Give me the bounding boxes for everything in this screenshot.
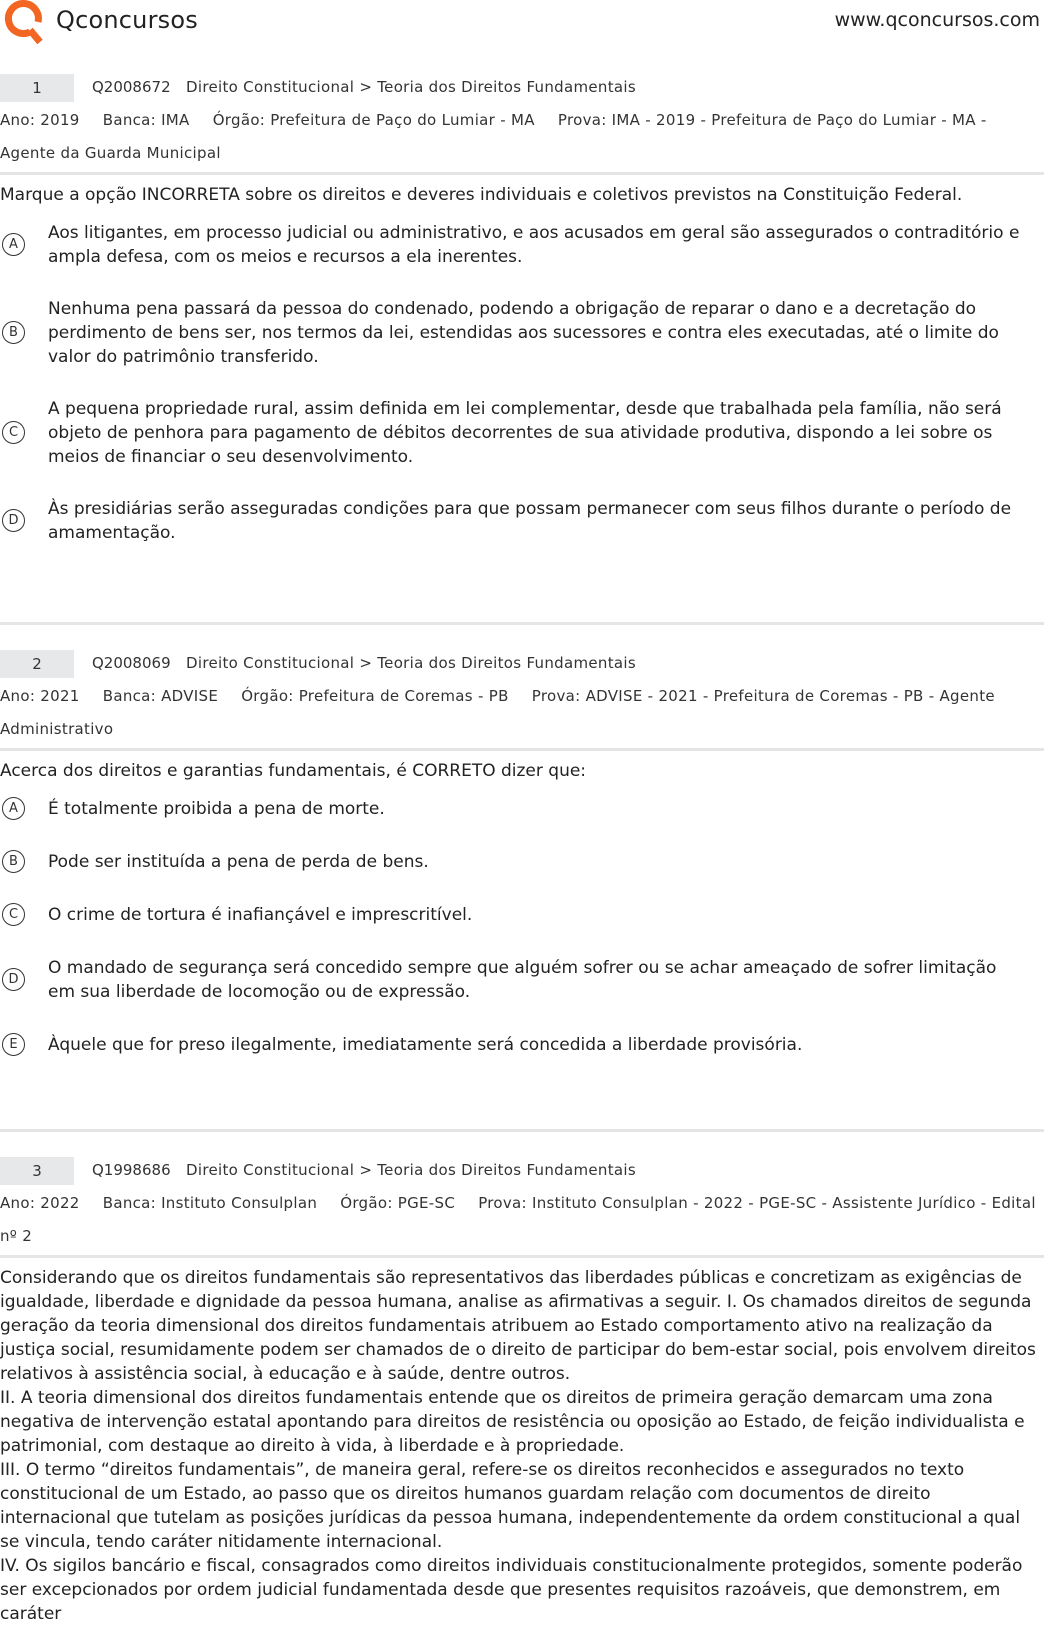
option-letter-c[interactable]: C [2, 421, 25, 444]
meta-banca: Banca: ADVISE [102, 687, 219, 705]
option-text: É totalmente proibida a pena de morte. [48, 799, 385, 819]
question-separator [0, 622, 1044, 625]
option-letter-b[interactable]: B [2, 850, 25, 873]
question-stem: Acerca dos direitos e garantias fundamentais, é CORRETO dizer que: [0, 761, 587, 781]
question-header [0, 650, 1044, 680]
question-subject[interactable]: Direito Constitucional > Teoria dos Direitos Fundamentais [186, 1161, 636, 1179]
meta-banca: Banca: IMA [102, 111, 190, 129]
question-header [0, 1157, 1044, 1187]
stem-paragraph: IV. Os sigilos bancário e fiscal, consagrados como direitos individuais constitucionalmente protegidos, somente poderão ser excepcionados por ordem judicial fundamentada desde que presentes requisitos razoáveis, que demonstrem, em caráter [0, 1556, 1023, 1624]
option-text: Àquele que for preso ilegalmente, imediatamente será concedida a liberdade provisória. [48, 1035, 803, 1055]
meta-year: Ano: 2019 [0, 111, 80, 129]
option-d[interactable] [0, 497, 1044, 545]
option-letter-d[interactable]: D [2, 509, 25, 532]
question-subject[interactable]: Direito Constitucional > Teoria dos Direitos Fundamentais [186, 78, 636, 96]
option-text: O mandado de segurança será concedido sempre que alguém sofrer ou se achar ameaçado de sofrer limitação em sua liberdade de locomoção ou de expressão. [48, 958, 997, 1002]
meta-year: Ano: 2022 [0, 1194, 80, 1212]
question-id[interactable]: Q2008069 [92, 654, 171, 672]
question-id[interactable]: Q1998686 [92, 1161, 171, 1179]
question-header [0, 74, 1044, 104]
option-letter-a[interactable]: A [2, 797, 25, 820]
options-list [0, 221, 1044, 545]
stem-paragraph: III. O termo “direitos fundamentais”, de maneira geral, refere-se os direitos reconhecidos e assegurados no texto constitucional de um Estado, ao passo que os direitos humanos guardam relação com documentos de direito internacional que tutelam as posições jurídicas da pessoa humana, independentemente da ordem constitucional a qual se vincula, tendo caráter nitidamente internacional. [0, 1460, 1021, 1552]
question-card [0, 74, 1044, 545]
qconcursos-logo-icon [0, 0, 46, 46]
option-a[interactable] [0, 797, 1044, 821]
question-number: 1 [0, 74, 74, 102]
meta-year: Ano: 2021 [0, 687, 80, 705]
meta-prova: Prova: Instituto Consulplan - 2022 - PGE-SC - Assistente Jurídico - Edital nº 2 [0, 1194, 1036, 1245]
option-c[interactable] [0, 397, 1044, 469]
option-d[interactable] [0, 956, 1044, 1004]
question-id[interactable]: Q2008672 [92, 78, 171, 96]
option-letter-a[interactable]: A [2, 233, 25, 256]
question-meta [0, 1187, 1044, 1253]
stem-paragraph: Considerando que os direitos fundamentais são representativos das liberdades públicas e concretizam as exigências de igualdade, liberdade e dignidade da pessoa humana, analise as afirmativas a seguir. I. Os chamados direitos de segunda geração da teoria dimensional dos direitos fundamentais atribuem ao Estado comportamento ativo na realização da justiça social, resumidamente podem ser chamados de o direito de participar do bem-estar social, pois envolvem direitos relativos à assistência social, à educação e à saúde, dentre outros. [0, 1268, 1036, 1384]
question-stem: Marque a opção INCORRETA sobre os direitos e deveres individuais e coletivos previstos na Constituição Federal. [0, 185, 963, 205]
option-a[interactable] [0, 221, 1044, 269]
meta-banca: Banca: Instituto Consulplan [102, 1194, 318, 1212]
option-text: Às presidiárias serão asseguradas condições para que possam permanecer com seus filhos durante o período de amamentação. [48, 499, 1012, 543]
option-text: A pequena propriedade rural, assim definida em lei complementar, desde que trabalhada pela família, não será objeto de penhora para pagamento de débitos decorrentes de sua atividade produtiva, dispondo a lei sobre os meios de financiar o seu desenvolvimento. [48, 399, 1002, 467]
logo-text[interactable]: Qconcursos [56, 6, 198, 34]
divider [0, 172, 1044, 175]
question-number: 2 [0, 650, 74, 678]
option-text: O crime de tortura é inafiançável e imprescritível. [48, 905, 473, 925]
question-meta [0, 680, 1044, 746]
divider [0, 1255, 1044, 1258]
options-list [0, 797, 1044, 1057]
option-text: Pode ser instituída a pena de perda de bens. [48, 852, 429, 872]
meta-orgao: Órgão: Prefeitura de Coremas - PB [241, 687, 509, 705]
question-stem [0, 1266, 1044, 1626]
question-subject[interactable]: Direito Constitucional > Teoria dos Direitos Fundamentais [186, 654, 636, 672]
option-b[interactable] [0, 850, 1044, 874]
option-letter-e[interactable]: E [2, 1033, 25, 1056]
page-header [0, 0, 1044, 50]
question-card [0, 650, 1044, 1057]
option-b[interactable] [0, 297, 1044, 369]
option-e[interactable] [0, 1033, 1044, 1057]
stem-paragraph: II. A teoria dimensional dos direitos fundamentais entende que os direitos de primeira geração demarcam uma zona negativa de intervenção estatal apontando para direitos de resistência ou oposição ao Estado, de feição individualista e patrimonial, com destaque ao direito à vida, à liberdade e à propriedade. [0, 1388, 1025, 1456]
divider [0, 748, 1044, 751]
question-separator [0, 1129, 1044, 1132]
option-letter-c[interactable]: C [2, 903, 25, 926]
option-letter-b[interactable]: B [2, 321, 25, 344]
question-meta [0, 104, 1044, 170]
meta-prova: Prova: IMA - 2019 - Prefeitura de Paço do Lumiar - MA - Agente da Guarda Municipal [0, 111, 987, 162]
site-url[interactable]: www.qconcursos.com [834, 9, 1040, 31]
option-letter-d[interactable]: D [2, 968, 25, 991]
option-text: Nenhuma pena passará da pessoa do condenado, podendo a obrigação de reparar o dano e a decretação do perdimento de bens ser, nos termos da lei, estendidas aos sucessores e contra eles executadas, até o limite do valor do patrimônio transferido. [48, 299, 999, 367]
question-card [0, 1157, 1044, 1626]
option-text: Aos litigantes, em processo judicial ou administrativo, e aos acusados em geral são assegurados o contraditório e ampla defesa, com os meios e recursos a ela inerentes. [48, 223, 1020, 267]
option-c[interactable] [0, 903, 1044, 927]
question-number: 3 [0, 1157, 74, 1185]
meta-orgao: Órgão: Prefeitura de Paço do Lumiar - MA [212, 111, 535, 129]
meta-orgao: Órgão: PGE-SC [340, 1194, 456, 1212]
meta-prova: Prova: ADVISE - 2021 - Prefeitura de Coremas - PB - Agente Administrativo [0, 687, 995, 738]
